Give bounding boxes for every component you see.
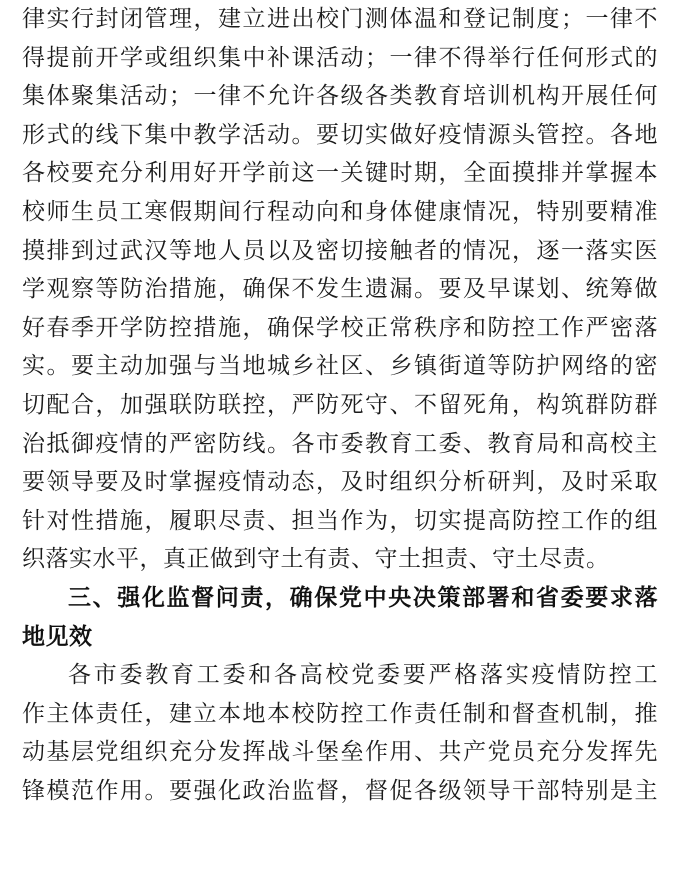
text-line: 作主体责任，建立本地本校防控工作责任制和督查机制，推 <box>22 700 658 727</box>
text-line: 学观察等防治措施，确保不发生遗漏。要及早谋划、统筹做 <box>22 276 658 303</box>
section-heading <box>22 579 658 656</box>
text-line: 各校要充分利用好开学前这一关键时期，全面摸排并掌握本 <box>22 160 658 187</box>
text-line: 集体聚集活动；一律不允许各级各类教育培训机构开展任何 <box>22 83 658 110</box>
text-line: 实。要主动加强与当地城乡社区、乡镇街道等防护网络的密 <box>22 353 658 380</box>
text-line: 要领导要及时掌握疫情动态，及时组织分析研判，及时采取 <box>22 469 658 496</box>
text-line: 各市委教育工委和各高校党委要严格落实疫情防控工 <box>68 662 658 689</box>
text-line: 动基层党组织充分发挥战斗堡垒作用、共产党员充分发挥先 <box>22 739 658 766</box>
heading-line: 三、强化监督问责，确保党中央决策部署和省委要求落 <box>68 584 658 611</box>
text-line: 好春季开学防控措施，确保学校正常秩序和防控工作严密落 <box>22 314 658 341</box>
text-line: 切配合，加强联防联控，严防死守、不留死角，构筑群防群 <box>22 391 658 418</box>
text-line: 治抵御疫情的严密防线。各市委教育工委、教育局和高校主 <box>22 430 658 457</box>
paragraph-1 <box>22 0 658 579</box>
text-line: 校师生员工寒假期间行程动向和身体健康情况，特别要精准 <box>22 198 658 225</box>
text-line: 形式的线下集中教学活动。要切实做好疫情源头管控。各地 <box>22 121 658 148</box>
paragraph-2 <box>22 656 658 810</box>
text-line: 针对性措施，履职尽责、担当作为，切实提高防控工作的组 <box>22 507 658 534</box>
heading-line: 地见效 <box>22 623 93 650</box>
text-line: 锋模范作用。要强化政治监督，督促各级领导干部特别是主 <box>22 777 658 804</box>
text-line: 律实行封闭管理，建立进出校门测体温和登记制度；一律不 <box>22 6 658 32</box>
text-line: 摸排到过武汉等地人员以及密切接触者的情况，逐一落实医 <box>22 237 658 264</box>
document-body <box>22 0 658 810</box>
text-line: 织落实水平，真正做到守土有责、守土担责、守土尽责。 <box>22 546 610 573</box>
text-line: 得提前开学或组织集中补课活动；一律不得举行任何形式的 <box>22 44 658 71</box>
